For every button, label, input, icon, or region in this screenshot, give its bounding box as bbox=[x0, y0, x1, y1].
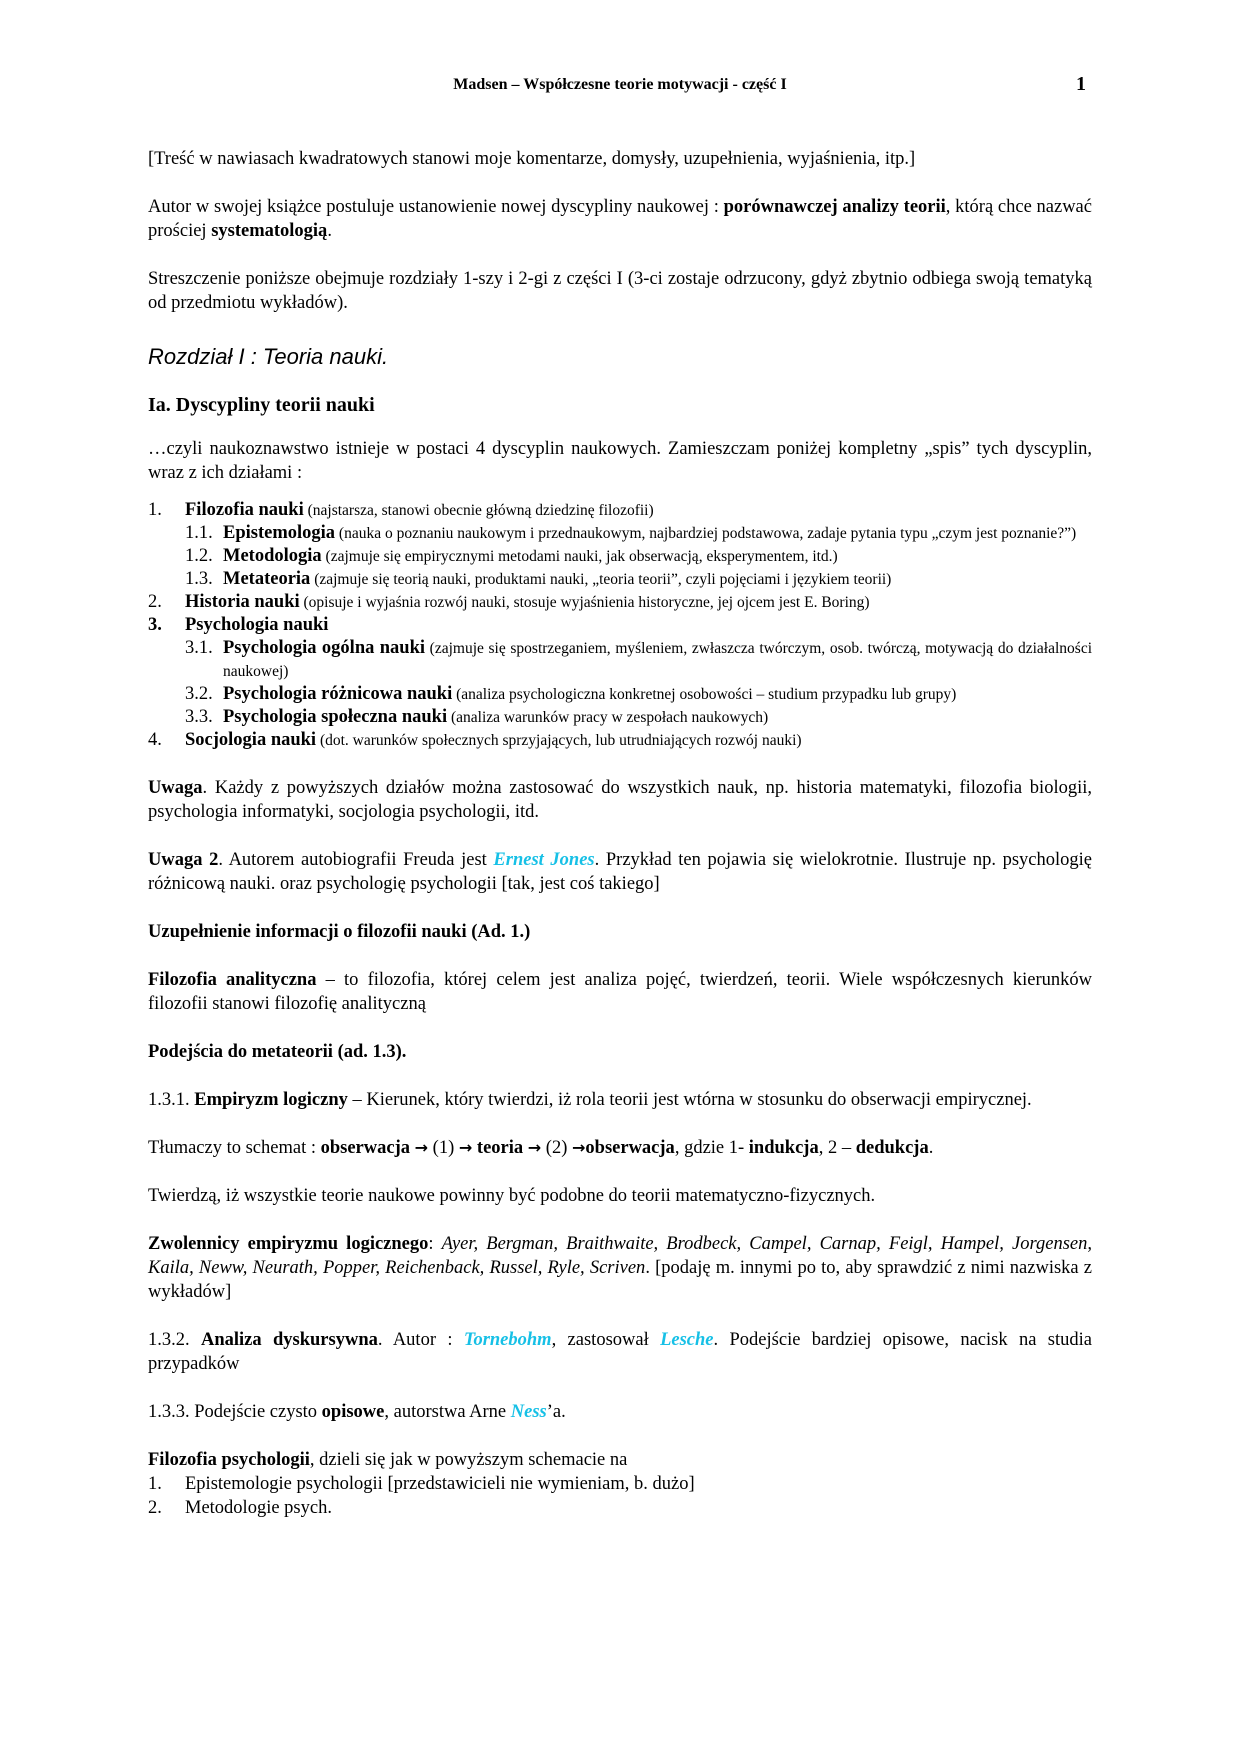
list-item bbox=[148, 729, 1092, 752]
arrow-icon: → bbox=[414, 1138, 429, 1157]
metatheory-title: Podejścia do metateorii (ad. 1.3). bbox=[148, 1042, 407, 1062]
page-header: Madsen – Współczesne teorie motywacji - część I bbox=[453, 76, 787, 93]
sub-list-item bbox=[185, 637, 1092, 683]
theories-claim: Twierdzą, iż wszystkie teorie naukowe powinny być podobne do teorii matematyczno-fizycznych. bbox=[148, 1186, 876, 1206]
sub-list-item bbox=[185, 568, 1092, 591]
sub-number: 1.1. bbox=[185, 523, 213, 543]
sub-list-item bbox=[185, 545, 1092, 568]
descriptive-approach: 1.3.3. Podejście czysto opisowe, autorstwa Arne Ness’a. bbox=[148, 1402, 566, 1422]
author-link: Ernest Jones bbox=[493, 850, 595, 870]
list-text: Metodologie psych. bbox=[185, 1498, 332, 1518]
sub-title: Metodologia bbox=[223, 546, 322, 566]
sub-desc: (zajmuje się teorią nauki, produktami nauki, „teoria teorii”, czyli pojęciami i językiem teorii) bbox=[310, 571, 892, 588]
sub-desc: (analiza warunków pracy w zespołach naukowych) bbox=[447, 709, 769, 726]
analytic-philosophy: Filozofia analityczna – to filozofia, której celem jest analiza pojęć, twierdzeń, teorii. Wiele współczesnych kierunków filozofii stanowi filozofię analityczną bbox=[148, 970, 1092, 1014]
sub-list-item bbox=[185, 522, 1092, 545]
discipline-desc: (dot. warunków społecznych sprzyjających, lub utrudniających rozwój nauki) bbox=[316, 732, 802, 749]
sub-title: Epistemologia bbox=[223, 523, 336, 543]
discipline-title: Psychologia nauki bbox=[185, 615, 329, 635]
section-intro: …czyli naukoznawstwo istnieje w postaci 4 dyscyplin naukowych. Zamieszczam poniżej kompletny „spis” tych dyscyplin, wraz z ich działami : bbox=[148, 439, 1092, 483]
sub-title: Psychologia różnicowa nauki bbox=[223, 684, 453, 704]
sub-title: Psychologia społeczna nauki bbox=[223, 707, 448, 727]
discipline-desc: (najstarsza, stanowi obecnie główną dziedzinę filozofii) bbox=[303, 502, 654, 519]
section-title: Ia. Dyscypliny teorii nauki bbox=[148, 394, 375, 416]
list-item bbox=[148, 1496, 1092, 1520]
list-number: 2. bbox=[148, 592, 162, 612]
intro-note: [Treść w nawiasach kwadratowych stanowi moje komentarze, domysły, uzupełnienia, wyjaśnienia, itp.] bbox=[148, 149, 916, 169]
arrow-icon: → bbox=[458, 1138, 473, 1157]
list-item bbox=[148, 499, 1092, 591]
sub-desc: (nauka o poznaniu naukowym i przednaukowym, najbardziej podstawowa, zadaje pytania typu „czym jest poznanie?”) bbox=[335, 525, 1077, 542]
intro-paragraph: Autor w swojej książce postuluje ustanowienie nowej dyscypliny naukowej : porównawczej analizy teorii, którą chce nazwać prościej systematologią. bbox=[148, 197, 1092, 241]
discipline-title: Filozofia nauki bbox=[185, 500, 304, 520]
sub-number: 3.3. bbox=[185, 707, 213, 727]
list-number: 1. bbox=[148, 1474, 162, 1494]
document-body bbox=[148, 147, 1092, 1520]
list-number: 1. bbox=[148, 500, 162, 520]
logical-empiricism: 1.3.1. Empiryzm logiczny – Kierunek, który twierdzi, iż rola teorii jest wtórna w stosunku do obserwacji empirycznej. bbox=[148, 1090, 1032, 1110]
page-number: 1 bbox=[1076, 73, 1086, 95]
list-number: 2. bbox=[148, 1498, 162, 1518]
psychology-philosophy-list bbox=[148, 1472, 1092, 1520]
sub-list bbox=[185, 637, 1092, 729]
list-number: 3. bbox=[148, 615, 162, 635]
arrow-icon: → bbox=[527, 1138, 542, 1157]
discipline-desc: (opisuje i wyjaśnia rozwój nauki, stosuje wyjaśnienia historyczne, jej ojcem jest E. Boring) bbox=[299, 594, 870, 611]
sub-number: 1.3. bbox=[185, 569, 213, 589]
psychology-philosophy: Filozofia psychologii, dzieli się jak w powyższym schemacie na bbox=[148, 1450, 628, 1470]
list-text: Epistemologie psychologii [przedstawicieli nie wymieniam, b. dużo] bbox=[185, 1474, 695, 1494]
sub-desc: (zajmuje się empirycznymi metodami nauki, jak obserwacją, eksperymentem, itd.) bbox=[321, 548, 838, 565]
list-item bbox=[148, 1472, 1092, 1496]
discipline-title: Socjologia nauki bbox=[185, 730, 317, 750]
sub-desc: (analiza psychologiczna konkretnej osobowości – studium przypadku lub grupy) bbox=[452, 686, 957, 703]
chapter-title: Rozdział I : Teoria nauki. bbox=[148, 344, 389, 369]
note-2: Uwaga 2. Autorem autobiografii Freuda jest Ernest Jones. Przykład ten pojawia się wielokrotnie. Ilustruje np. psychologię różnicową nauki. oraz psychologię psychologii [tak, jest coś takiego] bbox=[148, 850, 1092, 894]
list-item bbox=[148, 614, 1092, 729]
disciplines-list bbox=[148, 499, 1092, 752]
arrow-icon: → bbox=[572, 1138, 586, 1157]
sub-title: Psychologia ogólna nauki bbox=[223, 638, 426, 658]
list-item bbox=[148, 591, 1092, 614]
discursive-analysis: 1.3.2. Analiza dyskursywna. Autor : Tornebohm, zastosował Lesche. Podejście bardziej opisowe, nacisk na studia przypadków bbox=[148, 1330, 1092, 1374]
schema-line: Tłumaczy to schemat : obserwacja → (1) → teoria → (2) →obserwacja, gdzie 1- indukcja, 2 – dedukcja. bbox=[148, 1138, 934, 1158]
sub-list-item bbox=[185, 706, 1092, 729]
sub-desc: (zajmuje się spostrzeganiem, myśleniem, zwłaszcza twórczym, osob. twórczą, motywacją do działalności naukowej) bbox=[223, 640, 1093, 680]
sub-list bbox=[185, 522, 1092, 591]
sub-title: Metateoria bbox=[223, 569, 311, 589]
discipline-title: Historia nauki bbox=[185, 592, 300, 612]
note-1: Uwaga. Każdy z powyższych działów można zastosować do wszystkich nauk, np. historia matematyki, filozofia biologii, psychologia informatyki, socjologia psychologii, itd. bbox=[148, 778, 1092, 822]
sub-number: 3.2. bbox=[185, 684, 213, 704]
list-number: 4. bbox=[148, 730, 162, 750]
sub-number: 3.1. bbox=[185, 638, 213, 658]
sub-number: 1.2. bbox=[185, 546, 213, 566]
sub-list-item bbox=[185, 683, 1092, 706]
supporters: Zwolennicy empiryzmu logicznego: Ayer, Bergman, Braithwaite, Brodbeck, Campel, Carnap, Feigl, Hampel, Jorgensen, Kaila, Neww, Neurath, Popper, Reichenback, Russel, Ryle, Scriven. [podaję m. innymi po to, aby sprawdzić z nimi nazwiska z wykładów] bbox=[148, 1234, 1093, 1302]
supplement-title: Uzupełnienie informacji o filozofii nauki (Ad. 1.) bbox=[148, 922, 531, 942]
summary-paragraph: Streszczenie poniższe obejmuje rozdziały 1-szy i 2-gi z części I (3-ci zostaje odrzucony, gdyż zbytnio odbiega swoją tematyką od przedmiotu wykładów). bbox=[148, 269, 1092, 313]
